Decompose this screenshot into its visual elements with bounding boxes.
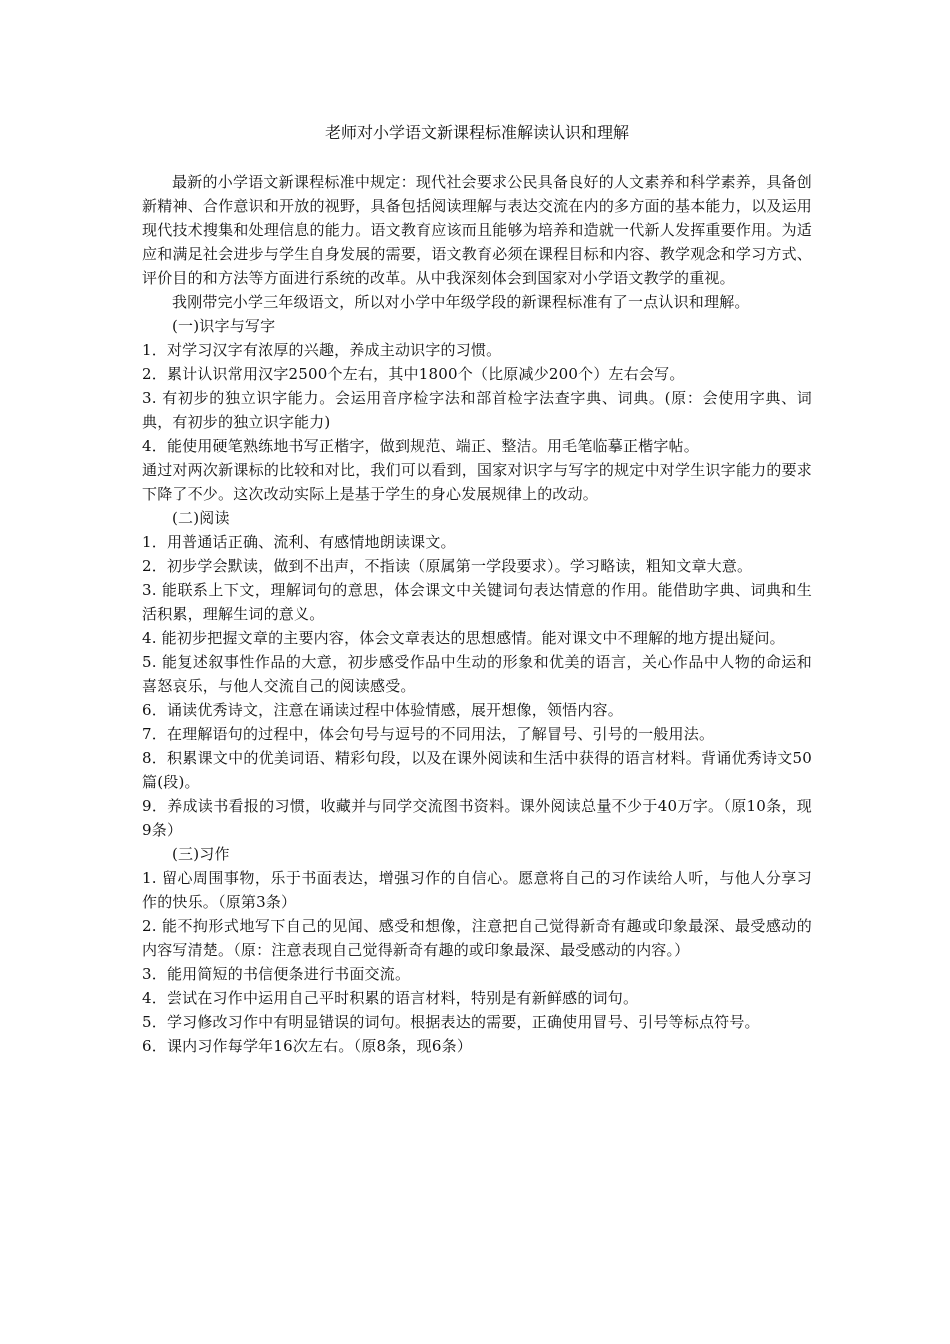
list-item: 2. 能不拘形式地写下自己的见闻、感受和想像，注意把自己觉得新奇有趣或印象最深、最受感动的内容写清楚。（原：注意表现自己觉得新奇有趣的或印象最深、最受感动的内容。） xyxy=(142,917,812,959)
list-item: 6．诵读优秀诗文，注意在诵读过程中体验情感，展开想像，领悟内容。 xyxy=(142,701,623,719)
section-heading: (一)识字与写字 xyxy=(172,317,276,335)
list-item: 3. 有初步的独立识字能力。会运用音序检字法和部首检字法查字典、词典。(原：会使用字典、词典，有初步的独立识字能力) xyxy=(142,389,812,431)
list-item: 5．学习修改习作中有明显错误的词句。根据表达的需要，正确使用冒号、引号等标点符号。 xyxy=(142,1013,760,1031)
list-item: 5. 能复述叙事性作品的大意，初步感受作品中生动的形象和优美的语言，关心作品中人物的命运和喜怒哀乐，与他人交流自己的阅读感受。 xyxy=(142,653,812,695)
list-item: 1．用普通话正确、流利、有感情地朗读课文。 xyxy=(142,533,456,551)
list-item: 7．在理解语句的过程中，体会句号与逗号的不同用法，了解冒号、引号的一般用法。 xyxy=(142,725,715,743)
list-item: 3. 能联系上下文，理解词句的意思，体会课文中关键词句表达情意的作用。能借助字典、词典和生活积累，理解生词的意义。 xyxy=(142,581,812,623)
section-heading: (三)习作 xyxy=(172,845,230,863)
section-reading xyxy=(142,506,812,842)
list-item: 9．养成读书看报的习惯，收藏并与同学交流图书资料。课外阅读总量不少于40万字。（原10条，现9条） xyxy=(142,797,812,839)
list-item: 4．能使用硬笔熟练地书写正楷字，做到规范、端正、整洁。用毛笔临摹正楷字帖。 xyxy=(142,437,699,455)
list-item: 4. 能初步把握文章的主要内容，体会文章表达的思想感情。能对课文中不理解的地方提出疑问。 xyxy=(142,629,785,647)
section-literacy xyxy=(142,314,812,506)
section-heading: (二)阅读 xyxy=(172,509,230,527)
list-item: 8．积累课文中的优美词语、精彩句段，以及在课外阅读和生活中获得的语言材料。背诵优秀诗文50篇(段)。 xyxy=(142,749,812,791)
section-writing xyxy=(142,842,812,1058)
list-item: 2．累计认识常用汉字2500个左右，其中1800个（比原减少200个）左右会写。 xyxy=(142,365,685,383)
list-item: 6．课内习作每学年16次左右。（原8条，现6条） xyxy=(142,1037,473,1055)
list-item: 4．尝试在习作中运用自己平时积累的语言材料，特别是有新鲜感的词句。 xyxy=(142,989,639,1007)
intro-paragraph-1: 最新的小学语文新课程标准中规定：现代社会要求公民具备良好的人文素养和科学素养，具备创新精神、合作意识和开放的视野，具备包括阅读理解与表达交流在内的多方面的基本能力，以及运用现代技术搜集和处理信息的能力。语文教育应该而且能够为培养和造就一代新人发挥重要作用。为适应和满足社会进步与学生自身发展的需要，语文教育必须在课程目标和内容、教学观念和学习方式、评价目的和方法等方面进行系统的改革。从中我深刻体会到国家对小学语文教学的重视。 xyxy=(142,173,812,287)
list-item: 3．能用简短的书信便条进行书面交流。 xyxy=(142,965,411,983)
list-item: 1. 留心周围事物，乐于书面表达，增强习作的自信心。愿意将自己的习作读给人听，与他人分享习作的快乐。（原第3条） xyxy=(142,869,812,911)
intro-paragraph-2: 我刚带完小学三年级语文，所以对小学中年级学段的新课程标准有了一点认识和理解。 xyxy=(172,293,750,311)
document-page xyxy=(142,120,812,1058)
list-item: 2．初步学会默读，做到不出声，不指读（原属第一学段要求）。学习略读，粗知文章大意。 xyxy=(142,557,753,575)
document-body xyxy=(142,170,812,1058)
list-item: 1．对学习汉字有浓厚的兴趣，养成主动识字的习惯。 xyxy=(142,341,502,359)
document-title: 老师对小学语文新课程标准解读认识和理解 xyxy=(324,123,629,142)
section-comment: 通过对两次新课标的比较和对比，我们可以看到，国家对识字与写字的规定中对学生识字能力的要求下降了不少。这次改动实际上是基于学生的身心发展规律上的改动。 xyxy=(142,461,812,503)
